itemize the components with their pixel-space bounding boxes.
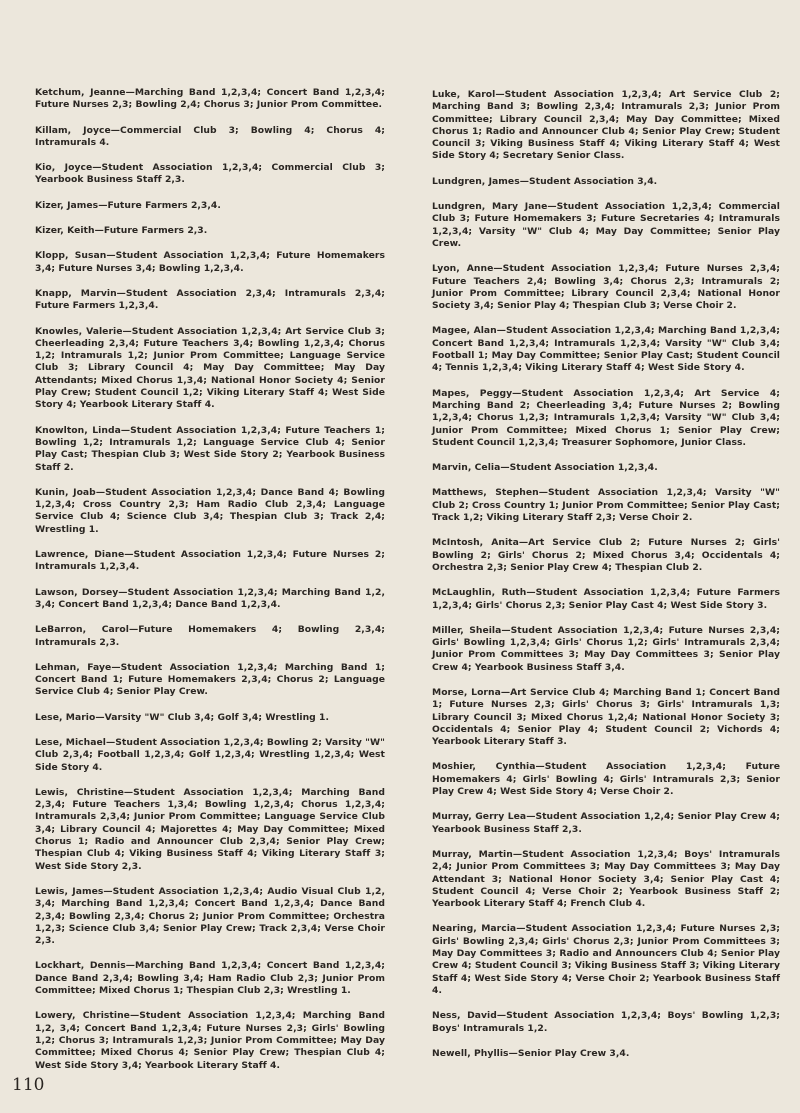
student-activities: Student Association 1,2,3,4; Marching Band 1,2, 3,4; Concert Band 1,2,3,4; Future Nurses 2,3; Girls' Bowling 1,2; Chorus 3; Intramurals 1,2,3; Junior Prom Committee; May Day Committee; Mixed Chorus 4; Senior Play Crew; Thespian Club 4; West Side Story 3,4; Yearbook Literary Staff 4.: [35, 1010, 385, 1071]
student-entry: [432, 176, 780, 188]
name-separator: —: [128, 624, 139, 636]
student-entry: [432, 761, 780, 798]
name-separator: —: [501, 624, 511, 636]
student-entry: [432, 849, 780, 910]
student-name: Lehman, Faye: [35, 661, 112, 673]
name-separator: —: [98, 199, 108, 211]
student-activities: Student Association 1,2,3,4; Bowling 2; Varsity "W" Club 2,3,4; Football 1,2,3,4; Golf 1,2,3,4; Wrestling 1,2,3,4; West Side Story 4.: [35, 736, 386, 773]
student-entry: [35, 737, 385, 774]
student-activities: Future Farmers 2,3,4.: [107, 199, 221, 211]
student-activities: Commercial Club 3; Bowling 4; Chorus 4; Intramurals 4.: [35, 124, 385, 148]
student-name: Lundgren, Mary Jane: [432, 201, 548, 213]
student-entry: [432, 325, 780, 374]
student-entry: [432, 625, 780, 674]
student-entry: [35, 326, 385, 412]
name-separator: —: [95, 711, 105, 723]
right-column: [432, 89, 780, 1073]
student-name: Kizer, James: [35, 199, 99, 211]
name-separator: —: [106, 250, 116, 262]
student-name: Knapp, Marvin: [35, 287, 117, 299]
name-separator: —: [125, 960, 135, 972]
student-name: Killam, Joyce: [35, 124, 111, 136]
student-activities: Student Association 1,2,3,4; Future Nurses 2,3,4; Girls' Bowling 1,2,3,4; Girls' Chorus 1,2; Girls' Intramurals 2,3,4; Junior Prom Committees 3; May Day Committees 3; Senior Play Crew 4; Yearbook Business Staff 3,4.: [432, 624, 780, 673]
student-activities: Student Association 1,2,3,4; Future Teachers 1; Bowling 1,2; Intramurals 1,2; Language Service Club 4; Senior Play Cast; Thespian Club 3; West Side Story 2; Yearbook Business Staff 2.: [35, 424, 385, 473]
student-name: McIntosh, Anita: [432, 537, 519, 549]
student-activities: Senior Play Crew 3,4.: [517, 1047, 630, 1059]
student-activities: Student Association 2,3,4; Intramurals 2,3,4; Future Farmers 1,2,3,4.: [35, 287, 385, 312]
student-activities: Student Association 1,2,3,4; Marching Band 1,2,3,4; Concert Band 1,2,3,4; Intramurals 1,2,3,4; Varsity "W" Club 3,4; Football 1; May Day Committee; Senior Play Cast; Student Council 4; Tennis 1,2,3,4; Viking Literary Staff 4; West Side Story 4.: [432, 325, 780, 374]
student-activities: Student Association 1,2,3,4; Future Homemakers 4; Girls' Bowling 4; Girls' Intramurals 2,3; Senior Play Crew 4; West Side Story 4; Verse Choir 2.: [432, 761, 780, 798]
student-name: Mapes, Peggy: [432, 387, 513, 399]
name-separator: —: [519, 175, 529, 187]
name-separator: —: [496, 1010, 507, 1022]
student-name: Lewis, James: [35, 885, 104, 897]
student-activities: Future Farmers 2,3.: [103, 225, 208, 237]
student-activities: Student Association 1,2,3,4; Varsity "W" Club 2; Cross Country 1; Junior Prom Committee; Senior Play Cast; Track 1,2; Viking Literary Staff 2,3; Verse Choir 2.: [432, 487, 780, 524]
student-activities: Student Association 1,2,3,4; Future Farmers 1,2,3,4; Girls' Chorus 2,3; Senior Play Cast 4; West Side Story 3.: [432, 587, 780, 611]
student-name: Lundgren, James: [432, 175, 520, 187]
name-separator: —: [116, 287, 126, 299]
student-name: Ness, David: [432, 1010, 497, 1022]
student-entry: [432, 687, 780, 748]
name-separator: —: [518, 537, 529, 549]
student-entry: [35, 288, 385, 313]
student-entry: [432, 811, 780, 836]
name-separator: —: [495, 89, 505, 100]
name-separator: —: [92, 162, 102, 174]
student-activities: Student Association 1,2,3,4; Marching Band 1,2, 3,4; Concert Band 1,2,3,4; Dance Band 1,2,3,4.: [35, 586, 385, 610]
student-activities: Student Association 1,2,3,4; Boys' Bowling 1,2,3; Boys' Intramurals 1,2.: [432, 1010, 780, 1034]
name-separator: —: [122, 325, 132, 337]
student-entry: [432, 587, 780, 612]
student-name: Matthews, Stephen: [432, 487, 539, 499]
name-separator: —: [535, 761, 545, 773]
name-separator: —: [493, 263, 503, 275]
name-separator: —: [526, 811, 536, 823]
student-name: Nearing, Marcia: [432, 923, 517, 935]
name-separator: —: [124, 549, 134, 561]
student-entry: [35, 712, 385, 724]
student-name: Kunin, Joab: [35, 486, 96, 498]
name-separator: —: [512, 387, 522, 399]
student-activities: Student Association 1,2,3,4; Boys' Intramurals 2,4; Junior Prom Committees 3; May Day Committees 3; May Day Attendant 3; National Honor Society 3,4; Senior Play Cast 4; Student Council 4; Verse Choir 2; Yearbook Business Staff 2; Yearbook Literary Staff 4; French Club 4.: [432, 848, 781, 910]
student-entry: [35, 960, 385, 997]
student-name: Lawrence, Diane: [35, 549, 125, 561]
student-name: Murray, Martin: [432, 848, 513, 860]
student-name: Luke, Karol: [432, 89, 496, 100]
student-activities: Marching Band 1,2,3,4; Concert Band 1,2,3,4; Future Nurses 2,3; Bowling 2,4; Chorus 3; Junior Prom Committee.: [35, 87, 385, 111]
student-entry: [432, 923, 780, 997]
student-entry: [35, 624, 385, 649]
student-name: Klopp, Susan: [35, 250, 107, 262]
student-activities: Future Homemakers 4; Bowling 2,3,4; Intramurals 2,3.: [35, 624, 385, 648]
student-activities: Student Association 1,2,3,4; Art Service 4; Marching Band 2; Cheerleading 3,4; Future Nurses 2; Bowling 1,2,3,4; Chorus 1,2,3; Intramurals 1,2,3,4; Varsity "W" Club 3,4; Junior Prom Committee; Mixed Chorus 1; Senior Play Crew; Student Council 1,2,3,4; Treasurer Sophomore, Junior Class.: [432, 387, 780, 448]
student-name: Knowlton, Linda: [35, 424, 121, 436]
student-activities: Student Association 1,2,3,4; Marching Band 2,3,4; Future Teachers 1,3,4; Bowling 1,2,3,4; Chorus 1,2,3,4; Intramurals 2,3,4; Junior Prom Committee; Language Service Club 3,4; Library Council 4; Majorettes 4; May Day Committee; Mixed Chorus 1; Radio and Announcer Club 2,3,4; Senior Play Crew; Thespian Club 4; Viking Business Staff 4; Viking Literary Staff 3; West Side Story 2,3.: [35, 786, 385, 872]
student-entry: [432, 462, 780, 474]
student-activities: Student Association 1,2,3,4; Commercial Club 3; Yearbook Business Staff 2,3.: [35, 162, 385, 186]
student-entry: [432, 263, 780, 312]
name-separator: —: [110, 124, 121, 136]
student-entry: [35, 487, 385, 536]
student-entry: [432, 388, 780, 449]
student-name: Lese, Michael: [35, 736, 107, 748]
student-name: LeBarron, Carol: [35, 624, 129, 636]
student-entry: [35, 662, 385, 699]
student-activities: Art Service Club 2; Future Nurses 2; Girls' Bowling 2; Girls' Chorus 2; Mixed Chorus 3,4; Occidentals 4; Orchestra 2,3; Senior Play Crew 4; Thespian Club 2.: [432, 537, 780, 573]
student-entry: [432, 89, 780, 163]
student-activities: Student Association 1,2,3,4; Commercial Club 3; Future Homemakers 3; Future Secretaries 4; Intramurals 1,2,3,4; Varsity "W" Club 4; May Day Committee; Senior Play Crew.: [432, 201, 780, 249]
student-entry: [35, 225, 385, 237]
student-activities: Student Association 1,2,3,4; Future Homemakers 3,4; Future Nurses 3,4; Bowling 1,2,3,4.: [35, 250, 386, 274]
student-activities: Student Association 1,2,3,4.: [509, 462, 658, 474]
student-activities: Student Association 3,4.: [528, 175, 658, 187]
name-separator: —: [508, 1047, 518, 1059]
student-entry: [432, 1048, 780, 1060]
student-activities: Student Association 1,2,3,4; Future Nurses 2,3,4; Future Teachers 2,4; Bowling 3,4; Chorus 2,3; Intramurals 2; Junior Prom Committee; Library Council 2,3,4; National Honor Society 3,4; Senior Play 4; Thespian Club 3; Verse Choir 2.: [432, 263, 781, 312]
name-separator: —: [129, 1010, 140, 1022]
student-name: Morse, Lorna: [432, 686, 501, 698]
student-entry: [35, 125, 385, 150]
student-name: Lyon, Anne: [432, 263, 494, 275]
student-name: Lowery, Christine: [35, 1010, 130, 1022]
student-entry: [35, 787, 385, 873]
left-column: [35, 87, 385, 1085]
student-entry: [35, 425, 385, 474]
page-number: 110: [12, 1075, 45, 1095]
name-separator: —: [500, 686, 511, 698]
name-separator: —: [118, 586, 128, 598]
name-separator: —: [512, 848, 523, 860]
student-entry: [432, 537, 780, 574]
student-name: Lese, Mario: [35, 711, 96, 723]
student-activities: Student Association 1,2,3,4; Dance Band 4; Bowling 1,2,3,4; Cross Country 2,3; Ham Radio Club 2,3,4; Language Service Club 4; Science Club 3,4; Thespian Club 3; Track 2,4; Wrestling 1.: [35, 486, 385, 535]
student-entry: [35, 549, 385, 574]
name-separator: —: [123, 786, 134, 798]
name-separator: —: [516, 923, 526, 935]
student-activities: Student Association 1,2,3,4; Future Nurses 2,3; Girls' Bowling 2,3,4; Girls' Chorus 2,3; Junior Prom Committees 3; May Day Committees 3; Radio and Announcers Club 4; Senior Play Crew 4; Student Council 3; Viking Business Staff 3; Viking Literary Staff 4; West Side Story 4; Verse Choir 2; Yearbook Business Staff 4.: [432, 923, 781, 996]
student-activities: Art Service Club 4; Marching Band 1; Concert Band 1; Future Nurses 2,3; Girls' Chorus 3; Girls' Intramurals 1,3; Library Council 3; Mixed Chorus 1,2,4; National Honor Society 3; Occidentals 4; Senior Play 4; Student Council 2; Vichords 4; Yearbook Literary Staff 3.: [432, 686, 780, 748]
student-name: Lockhart, Dennis: [35, 960, 126, 972]
name-separator: —: [111, 661, 121, 673]
name-separator: —: [94, 225, 104, 237]
name-separator: —: [526, 587, 536, 599]
student-name: Murray, Gerry Lea: [432, 811, 527, 823]
student-entry: [432, 487, 780, 524]
student-name: Knowles, Valerie: [35, 325, 123, 337]
student-name: Newell, Phyllis: [432, 1047, 509, 1059]
student-entry: [35, 162, 385, 187]
student-activities: Student Association 1,2,4; Senior Play Crew 4; Yearbook Business Staff 2,3.: [432, 811, 780, 835]
name-separator: —: [103, 885, 113, 897]
student-entry: [35, 886, 385, 947]
student-entry: [35, 200, 385, 212]
student-name: Marvin, Celia: [432, 462, 501, 474]
student-name: Lewis, Christine: [35, 786, 124, 798]
student-activities: Student Association 1,2,3,4; Future Nurses 2; Intramurals 1,2,3,4.: [35, 549, 385, 573]
student-name: Magee, Alan: [432, 325, 497, 337]
student-entry: [35, 250, 385, 275]
name-separator: —: [538, 487, 548, 499]
student-activities: Student Association 1,2,3,4; Marching Band 1; Concert Band 1; Future Homemakers 2,3,4; Chorus 2; Language Service Club 4; Senior Play Crew.: [35, 661, 385, 698]
student-name: McLaughlin, Ruth: [432, 587, 527, 599]
name-separator: —: [496, 325, 507, 337]
student-entry: [35, 87, 385, 112]
student-name: Ketchum, Jeanne: [35, 87, 126, 98]
student-name: Miller, Sheila: [432, 624, 502, 636]
name-separator: —: [547, 201, 557, 213]
name-separator: —: [106, 736, 116, 748]
student-entry: [432, 201, 780, 250]
student-name: Kio, Joyce: [35, 162, 93, 174]
student-activities: Student Association 1,2,3,4; Art Service Club 3; Cheerleading 2,3,4; Future Teachers 3,4; Bowling 1,2,3,4; Chorus 1,2; Intramurals 1,2; Junior Prom Committee; Language Service Club 3; Library Council 4; May Day Committee; May Day Attendants; Mixed Chorus 1,3,4; National Honor Society 4; Senior Play Crew; Student Council 1,2; Viking Literary Staff 4; West Side Story 4; Yearbook Literary Staff 4.: [35, 325, 385, 411]
name-separator: —: [125, 87, 135, 98]
name-separator: —: [95, 486, 106, 498]
student-entry: [432, 1010, 780, 1035]
student-name: Moshier, Cynthia: [432, 761, 536, 773]
student-name: Kizer, Keith: [35, 225, 95, 237]
name-separator: —: [500, 462, 510, 474]
student-activities: Marching Band 1,2,3,4; Concert Band 1,2,3,4; Dance Band 2,3,4; Bowling 3,4; Ham Radio Club 2,3; Junior Prom Committee; Mixed Chorus 1; Thespian Club 2,3; Wrestling 1.: [35, 960, 385, 997]
student-entry: [35, 1010, 385, 1071]
student-activities: Varsity "W" Club 3,4; Golf 3,4; Wrestling 1.: [104, 711, 330, 723]
student-activities: Student Association 1,2,3,4; Art Service Club 2; Marching Band 3; Bowling 2,3,4; Intramurals 2,3; Junior Prom Committee; Library Council 2,3,4; May Day Committee; Mixed Chorus 1; Radio and Announcer Club 4; Senior Play Crew; Student Council 3; Viking Business Staff 4; Viking Literary Staff 4; West Side Story 4; Secretary Senior Class.: [432, 89, 781, 162]
student-entry: [35, 587, 385, 612]
student-name: Lawson, Dorsey: [35, 586, 119, 598]
name-separator: —: [120, 424, 131, 436]
student-activities: Student Association 1,2,3,4; Audio Visual Club 1,2, 3,4; Marching Band 1,2,3,4; Concert Band 1,2,3,4; Dance Band 2,3,4; Bowling 2,3,4; Chorus 2; Junior Prom Committee; Orchestra 1,2,3; Science Club 3,4; Senior Play Crew; Track 2,3,4; Verse Choir 2,3.: [35, 885, 386, 947]
